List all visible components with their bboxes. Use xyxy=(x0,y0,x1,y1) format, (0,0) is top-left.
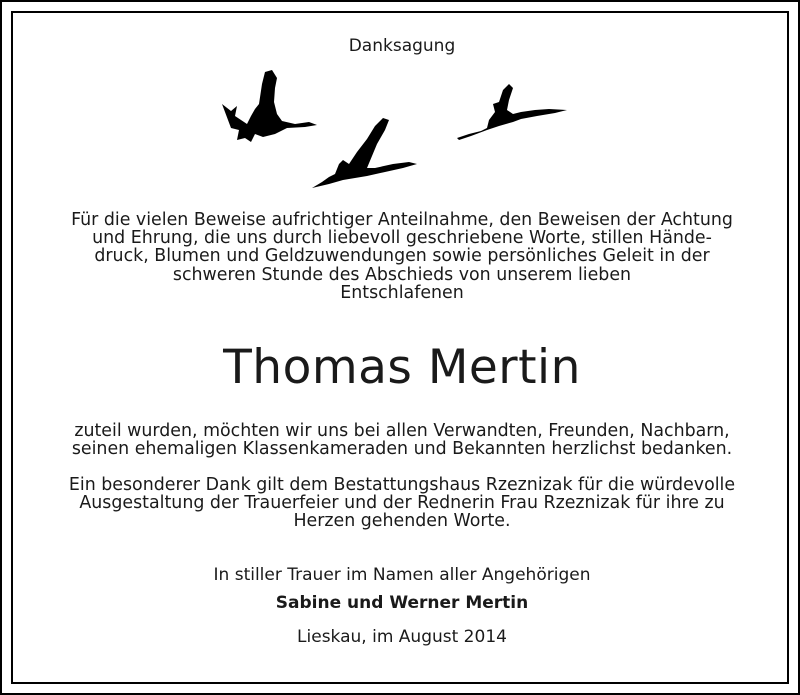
notice-heading: Danksagung xyxy=(348,36,456,56)
thanks-line: Ausgestaltung der Trauerfeier und der Rednerin Frau Rzeznizak für ihre zu xyxy=(79,493,725,514)
flying-cranes-icon xyxy=(217,64,587,196)
deceased-name: Thomas Mertin xyxy=(223,340,581,395)
body-paragraph xyxy=(2,422,800,458)
intro-line: schweren Stunde des Abschieds von unserem lieben xyxy=(172,264,632,285)
closing-line: In stiller Trauer im Namen aller Angehörigen xyxy=(213,565,591,585)
intro-line: Für die vielen Beweise aufrichtiger Anteilnahme, den Beweisen der Achtung xyxy=(71,210,733,230)
thanks-paragraph xyxy=(2,476,800,531)
thanks-line: Ein besonderer Dank gilt dem Bestattungshaus Rzeznizak für die würdevolle xyxy=(68,475,736,495)
signers: Sabine und Werner Mertin xyxy=(275,593,529,613)
body-line: zuteil wurden, möchten wir uns bei allen Verwandten, Freunden, Nachbarn, xyxy=(74,421,730,441)
intro-line: Entschlafenen xyxy=(340,282,464,303)
body-line: seinen ehemaligen Klassenkameraden und Bekannten herzlichst bedanken. xyxy=(71,439,733,460)
thanks-line: Herzen gehenden Worte. xyxy=(293,511,511,532)
intro-line: und Ehrung, die uns durch liebevoll geschriebene Worte, stillen Hände- xyxy=(92,228,712,249)
intro-line: druck, Blumen und Geldzuwendungen sowie persönliches Geleit in der xyxy=(94,246,710,267)
intro-paragraph xyxy=(2,211,800,302)
place-date: Lieskau, im August 2014 xyxy=(297,627,507,647)
